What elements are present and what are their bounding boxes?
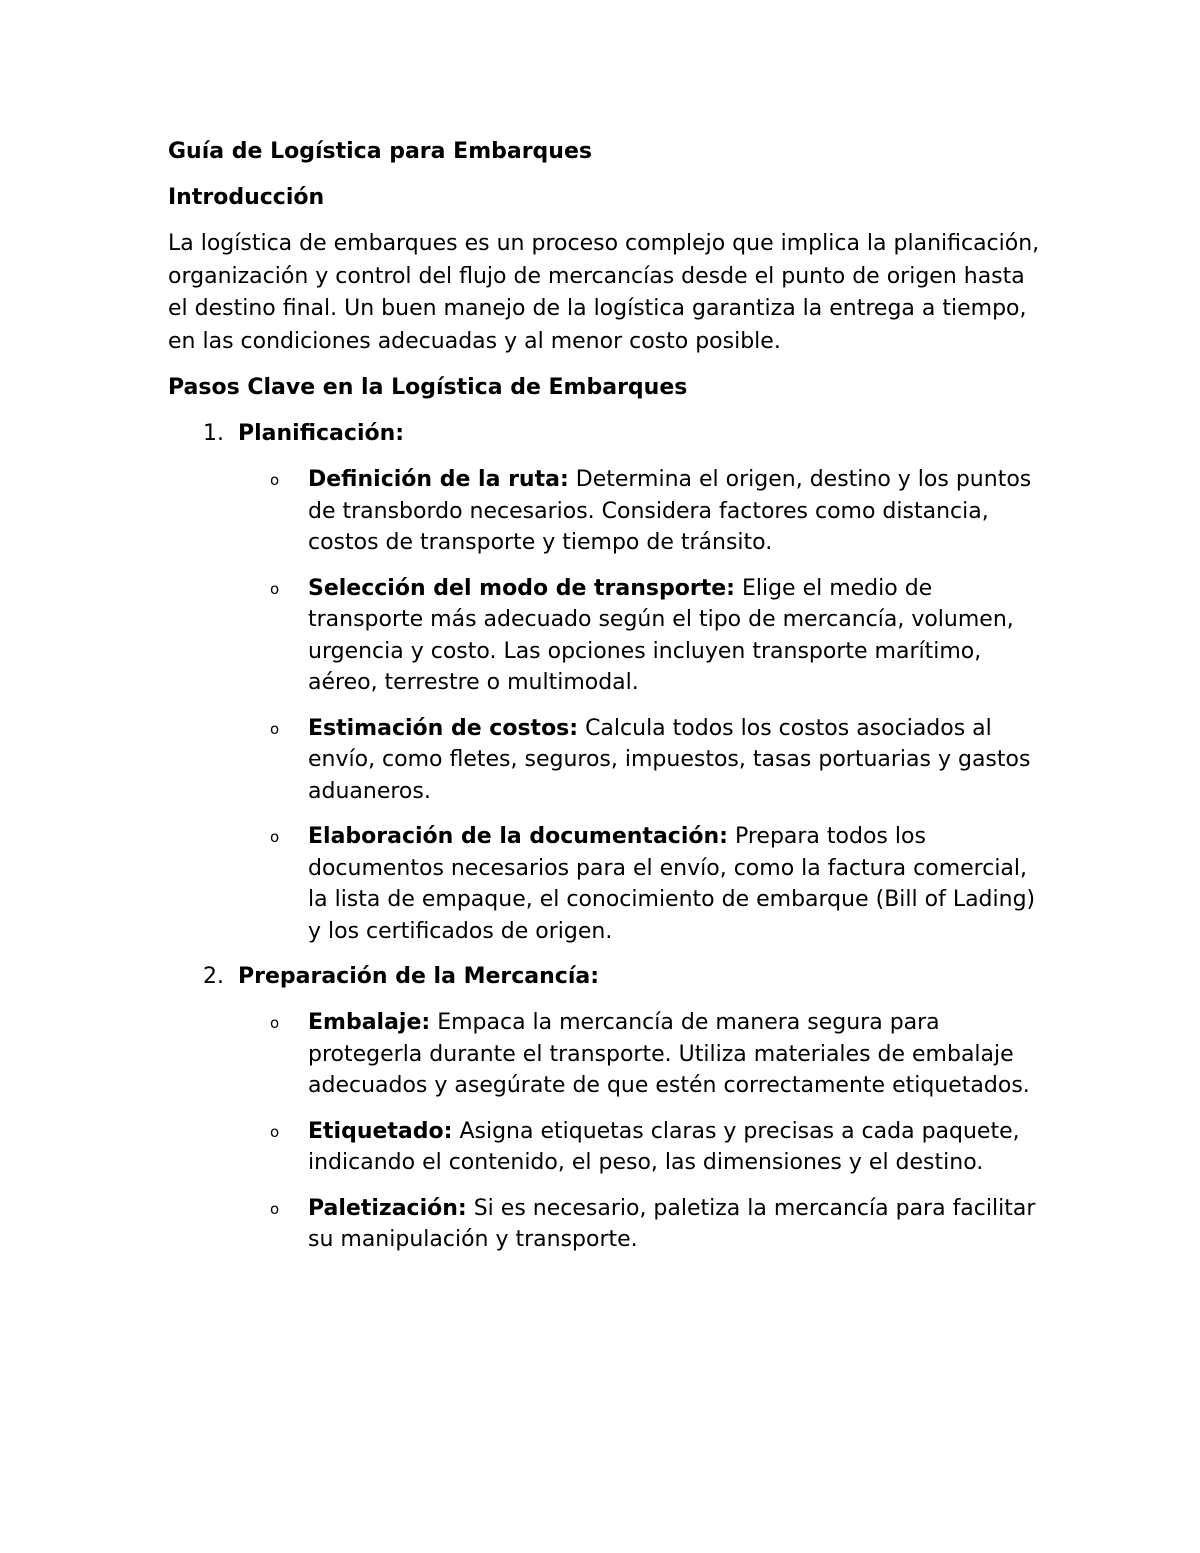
step-item — [168, 961, 1048, 1256]
step-number: 1. — [203, 421, 224, 446]
item-label: Elaboración de la documentación: — [308, 824, 728, 849]
intro-heading: Introducción — [168, 185, 325, 210]
document-title: Guía de Logística para Embarques — [168, 139, 592, 164]
step-header — [203, 418, 1048, 450]
bullet-icon: o — [270, 828, 280, 846]
list-item — [270, 1116, 1048, 1179]
step-label: Preparación de la Mercancía: — [238, 964, 600, 989]
bullet-icon: o — [270, 471, 280, 489]
item-text: Determina el origen, destino y los puntos de transbordo necesarios. Considera factores como distancia, costos de transporte y tiempo de tránsito. — [308, 467, 1032, 555]
step-item — [168, 418, 1048, 947]
item-label: Selección del modo de transporte: — [308, 575, 735, 601]
sub-list — [238, 464, 1048, 947]
list-item — [270, 464, 1048, 559]
item-text: Asigna etiquetas claras y precisas a cada paquete, indicando el contenido, el peso, las dimensiones y el destino. — [308, 1118, 1020, 1175]
bullet-icon: o — [270, 1199, 280, 1218]
item-label: Etiquetado: — [308, 1118, 453, 1144]
list-item — [270, 713, 1048, 808]
bullet-icon: o — [270, 719, 280, 738]
steps-heading: Pasos Clave en la Logística de Embarques — [168, 375, 688, 400]
item-text: Prepara todos los documentos necesarios para el envío, como la factura comercial, la lista de empaque, el conocimiento de embarque (Bill of Lading) y los certificados de origen. — [308, 824, 1036, 944]
bullet-icon: o — [270, 1014, 280, 1032]
item-text: Si es necesario, paletiza la mercancía para facilitar su manipulación y transporte. — [308, 1195, 1036, 1252]
item-label: Definición de la ruta: — [308, 467, 569, 492]
item-text: Elige el medio de transporte más adecuado según el tipo de mercancía, volumen, urgencia y costo. Las opciones incluyen transporte marítimo, aéreo, terrestre o multimodal. — [308, 575, 1014, 695]
steps-list — [168, 418, 1048, 1256]
step-header — [203, 961, 1048, 993]
item-text: Calcula todos los costos asociados al envío, como fletes, seguros, impuestos, tasas portuarias y gastos aduaneros. — [308, 715, 1031, 804]
item-label: Paletización: — [308, 1195, 467, 1221]
item-label: Embalaje: — [308, 1010, 431, 1035]
list-item — [270, 1193, 1048, 1256]
item-label: Estimación de costos: — [308, 715, 579, 741]
step-label: Planificación: — [238, 421, 405, 446]
intro-paragraph: La logística de embarques es un proceso complejo que implica la planificación, organización y control del flujo de mercancías desde el punto de origen hasta el destino final. Un buen manejo de la logística garantiza la entrega a tiempo, en las condiciones adecuadas y al menor costo posible. — [168, 231, 1040, 354]
item-text: Empaca la mercancía de manera segura para protegerla durante el transporte. Utiliza materiales de embalaje adecuados y asegúrate de que estén correctamente etiquetados. — [308, 1010, 1030, 1098]
document-page — [168, 136, 1048, 1270]
step-number: 2. — [203, 964, 224, 989]
list-item — [270, 573, 1048, 699]
bullet-icon: o — [270, 579, 280, 598]
sub-list — [238, 1007, 1048, 1256]
list-item — [270, 1007, 1048, 1102]
bullet-icon: o — [270, 1122, 280, 1141]
list-item — [270, 821, 1048, 947]
